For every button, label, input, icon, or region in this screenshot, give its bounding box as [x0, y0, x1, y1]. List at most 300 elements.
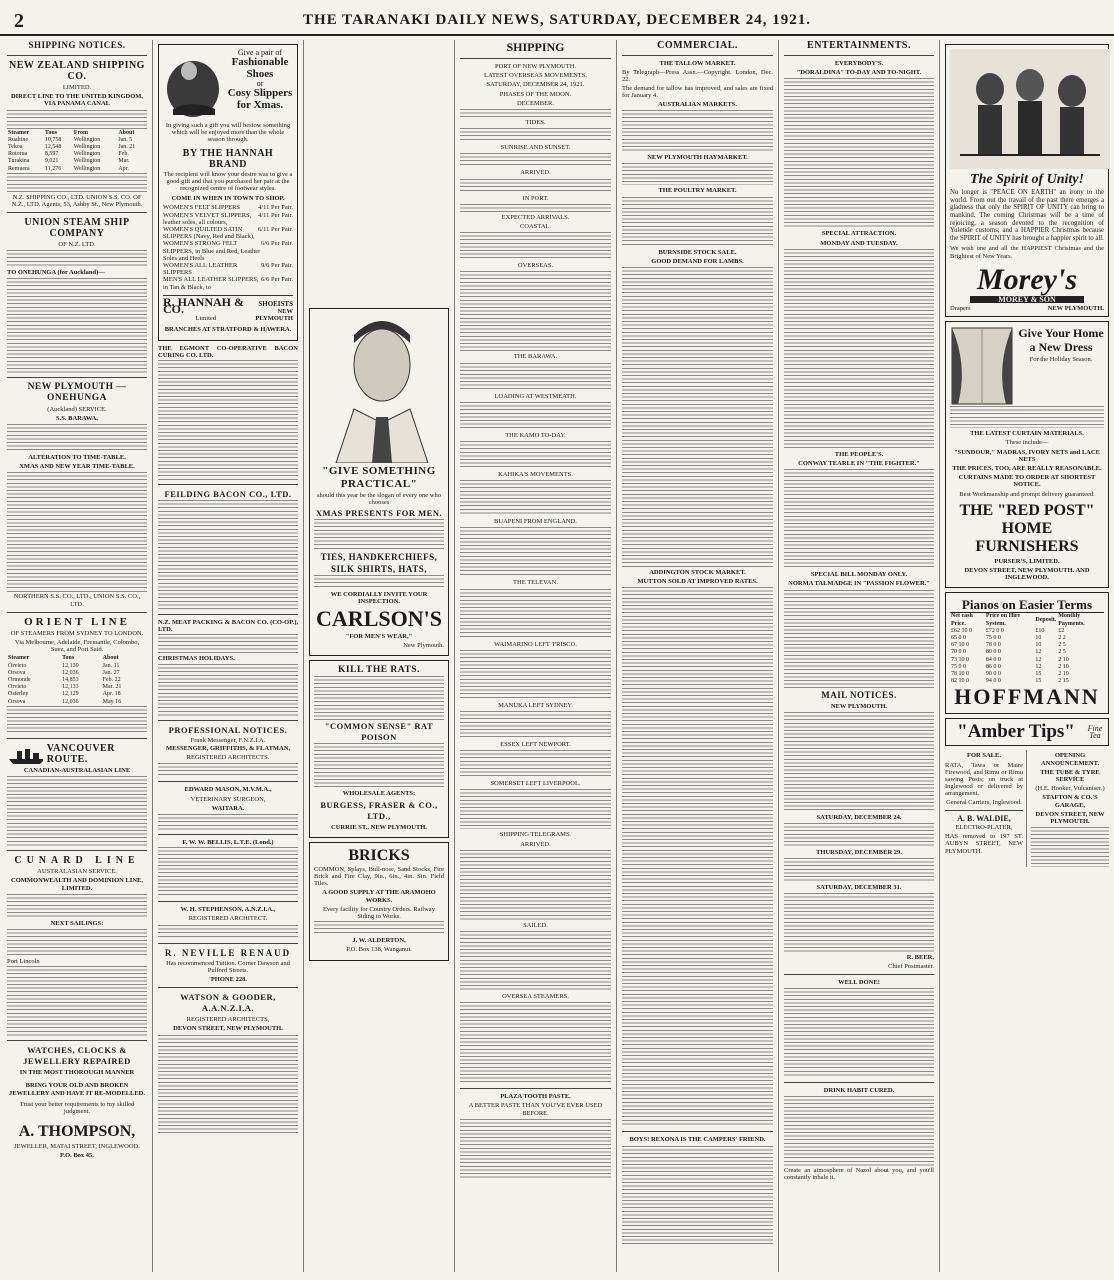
- barawa-heading: THE BARAWA.: [513, 353, 558, 361]
- loading-heading: LOADING AT WESTMEATH.: [494, 392, 577, 400]
- latest-movements: LATEST OVERSEAS MOVEMENTS.: [484, 72, 587, 80]
- mail-notices: MAIL NOTICES.: [821, 689, 897, 700]
- text-block: [460, 527, 611, 577]
- table-row: [950, 649, 1104, 656]
- nz-shipping-heading: NEW ZEALAND SHIPPING CO.: [9, 60, 145, 82]
- table-cell: 2 2: [1058, 635, 1066, 642]
- fww-bellis: F. W. W. BELLIS, L.T.E. (Lond.): [182, 838, 274, 846]
- table-row: [950, 628, 1104, 635]
- table-cell: Ruahine: [8, 136, 28, 143]
- text-block: [460, 589, 611, 639]
- price-value: 9/6 Per Pair.: [261, 262, 293, 270]
- table-cell: Apr. 18: [102, 691, 121, 698]
- table-cell: 90 0 0: [985, 671, 1001, 678]
- text-block: [622, 163, 773, 185]
- table-row: [950, 635, 1104, 642]
- text-block: [460, 441, 611, 469]
- hay-heading: NEW PLYMOUTH HAYMARKET.: [647, 154, 748, 162]
- table-cell: £72 0 0: [985, 627, 1004, 634]
- tube-tyre: THE TUBE & TYRE SERVICE: [1040, 768, 1100, 784]
- commercial-heading: COMMERCIAL.: [657, 40, 738, 51]
- masthead: [0, 0, 1114, 36]
- table-header-cell: Monthly Payments.: [1058, 613, 1085, 627]
- ties-list: TIES, HANDKERCHIEFS, SILK SHIRTS, HATS,: [320, 551, 438, 574]
- union-steam-heading: UNION STEAM SHIP COMPANY: [24, 217, 130, 240]
- give-home-dress: Give Your Home a New Dress: [1018, 326, 1104, 355]
- registered-architects: REGISTERED ARCHITECTS.: [186, 754, 270, 762]
- well-done: WELL DONE!: [838, 978, 880, 986]
- red-post: THE "RED POST": [959, 501, 1095, 519]
- text-block: [460, 179, 611, 193]
- column-entertainments: [781, 40, 937, 1272]
- text-block: [158, 814, 298, 830]
- xmas-presents: XMAS PRESENTS FOR MEN.: [315, 507, 443, 518]
- price-item: WOMEN'S STRONG FELT SLIPPERS, in Blue and Red, Leather Soles and Heels: [163, 240, 261, 262]
- by-telegraph: By Telegraph—Press Assn.—Copyright. London, Dec. 22.: [622, 69, 773, 84]
- lady-with-shoe-illustration: [163, 49, 223, 119]
- tallow-heading: THE TALLOW MARKET.: [659, 60, 736, 67]
- essex-heading: ESSEX LEFT NEWPORT.: [500, 741, 571, 749]
- expected-heading: EXPECTED ARRIVALS.: [501, 213, 570, 221]
- orient-heading: ORIENT LINE: [24, 615, 130, 628]
- burgess-fraser: BURGESS, FRASER & CO., LTD.,: [320, 799, 438, 821]
- table-cell: 14,853: [62, 677, 79, 684]
- removed-text: HAS removed to 197 ST. AUBYN STREET, NEW PLYMOUTH.: [945, 833, 1023, 855]
- moreys-logo: Morey's: [977, 262, 1077, 296]
- text-block: [460, 789, 611, 829]
- vancouver-sub: CANADIAN-AUSTRALASIAN LINE: [23, 766, 131, 774]
- table-header-cell: About: [102, 655, 119, 662]
- somerset-heading: SOMERSET LEFT LIVERPOOL.: [490, 780, 581, 788]
- opening-announcement-ad: [1031, 750, 1109, 867]
- table-cell: 75 0 0: [985, 635, 1001, 642]
- table-header-cell: Tons: [44, 129, 58, 136]
- table-cell: 65 0 0: [951, 635, 966, 642]
- thompson-sub: JEWELLER, MATAI STREET, INGLEWOOD.: [14, 1143, 140, 1151]
- carlson-name: CARLSON'S: [316, 606, 442, 632]
- table-row: [7, 677, 147, 684]
- fashionable-shoes: Fashionable Shoes: [231, 56, 289, 81]
- oversea-steamers-heading: OVERSEA STEAMERS.: [502, 993, 569, 1001]
- text-block: [622, 267, 773, 567]
- giving-text: In giving such a gift you will bestow something which will be enjoyed more than the whole season through.: [165, 122, 291, 144]
- table-cell: Jan. 27: [102, 669, 120, 676]
- text-block: [1031, 827, 1109, 867]
- stephenson: W. H. STEPHENSON, A.N.Z.I.A.,: [180, 906, 276, 914]
- professional-heading: PROFESSIONAL NOTICES.: [168, 724, 288, 735]
- table-cell: 2 5: [1058, 649, 1066, 656]
- edward-mason: EDWARD MASON, M.V.M.A.,: [184, 786, 272, 794]
- table-cell: Ormonde: [8, 677, 31, 684]
- hooker: (H.E. Hooker, Vulcaniser.): [1035, 785, 1105, 793]
- table-row: [7, 699, 147, 706]
- price-value: 6/6 Per Pair.: [261, 240, 293, 248]
- table-cell: 10,758: [44, 136, 62, 143]
- sailed-heading: SAILED.: [523, 921, 548, 929]
- plaza-heading: PLAZA TOOTH PASTE.: [500, 1093, 571, 1101]
- thursday-dec: THURSDAY, DECEMBER 29.: [816, 849, 902, 857]
- text-block: [460, 402, 611, 430]
- devon-street: DEVON STREET, NEW PLYMOUTH. AND INGLEWOOD.: [964, 567, 1090, 582]
- text-block: [460, 363, 611, 391]
- australian-heading: AUSTRALIAN MARKETS.: [657, 101, 738, 109]
- text-block: [7, 250, 147, 268]
- text-block: [158, 634, 298, 654]
- everybodys-heading: EVERYBODY'S.: [834, 60, 884, 67]
- for-xmas: for Xmas.: [236, 99, 284, 112]
- come-in: COME IN WHEN IN TOWN TO SHOP.: [171, 195, 285, 203]
- table-cell: 8,597: [44, 151, 59, 158]
- table-cell: Mar.: [118, 158, 130, 165]
- table-cell: Jan. 21: [118, 144, 136, 151]
- column-commercial: [619, 40, 776, 1272]
- page-number: 2: [14, 10, 24, 32]
- drapers-label: Drapers: [950, 304, 971, 312]
- table-cell: 15: [1035, 678, 1042, 685]
- electro-plater: ELECTRO-PLATER,: [955, 824, 1013, 832]
- table-cell: £10: [1035, 627, 1045, 634]
- plaza-sub: A BETTER PASTE THAN YOU'VE EVER USED BEFORE.: [468, 1102, 603, 1117]
- table-cell: May 16: [102, 698, 122, 705]
- orient-sub: OF STEAMERS FROM SYDNEY TO LONDON.: [10, 629, 144, 637]
- televan-heading: THE TELEVAN.: [513, 579, 558, 587]
- np-onehunga-sub: (Auckland) SERVICE.: [47, 405, 107, 413]
- saturday-dec2: SATURDAY, DECEMBER 31.: [816, 884, 902, 892]
- price-item: WOMEN'S VELVET SLIPPERS, leather soles, all colours,: [163, 211, 252, 226]
- text-block: [784, 858, 934, 882]
- text-block: [784, 590, 934, 690]
- fine-tea: Fine Tea: [1087, 724, 1103, 741]
- text-block: [622, 587, 773, 1127]
- masthead-title: THE TARANAKI DAILY NEWS, SATURDAY, DECEMBER 24, 1921.: [303, 12, 811, 28]
- table-cell: 12,133: [62, 684, 79, 691]
- shipping-notices-heading: SHIPPING NOTICES.: [28, 40, 126, 50]
- text-block: [460, 931, 611, 991]
- price-value: 6/11 Per Pair.: [258, 226, 293, 234]
- table-cell: 94 0 0: [985, 678, 1001, 685]
- table-cell: Turakina: [8, 158, 30, 165]
- hannah-advertisement: [158, 44, 298, 341]
- price-item: WOMEN'S ALL LEATHER SLIPPERS: [163, 262, 238, 277]
- holiday-season: For the Holiday Season.: [1029, 356, 1093, 364]
- pianos-heading: Pianos on Easier Terms: [950, 597, 1104, 613]
- beer-name: R. BEER,: [906, 954, 934, 962]
- hannah-brand: BY THE HANNAH BRAND: [182, 147, 274, 170]
- curtain-window-illustration: [950, 326, 1014, 406]
- table-row: [7, 166, 147, 173]
- wish-text: We wish one and all the HAPPIEST Christmas and the Brightest of New Years.: [950, 245, 1104, 260]
- watson-gooder: WATSON & GOODER, A.A.N.Z.I.A.: [180, 992, 276, 1014]
- union-steam-sub: OF N.Z. LTD.: [58, 241, 96, 249]
- text-block: [7, 278, 147, 373]
- hoffmann-logo: HOFFMANN: [954, 684, 1100, 710]
- text-block: [950, 406, 1104, 428]
- text-block: [784, 78, 934, 228]
- morey-np: NEW PLYMOUTH.: [1047, 304, 1104, 312]
- amber-tips-advertisement: [945, 718, 1109, 746]
- table-cell: Orvieto: [8, 684, 27, 691]
- text-block: [7, 894, 147, 918]
- table-cell: Feb.: [118, 151, 129, 158]
- text-block: [622, 110, 773, 152]
- kill-rats: KILL THE RATS.: [338, 665, 420, 676]
- price-value: 4/11 Per Pair.: [258, 211, 293, 219]
- shoeists: SHOEISTS: [258, 299, 293, 308]
- rat-poison-advertisement: [309, 660, 449, 837]
- next-sailing: NEXT SAILINGS:: [50, 919, 104, 927]
- thompson-box: P.O. Box 45.: [60, 1152, 94, 1160]
- table-cell: Jan. 5: [118, 136, 133, 143]
- thompson-name: A. THOMPSON,: [18, 1123, 136, 1141]
- currie-st: CURRIE ST., NEW PLYMOUTH.: [331, 823, 427, 831]
- commonwealth-heading: COMMONWEALTH AND DOMINION LINE, LIMITED.: [11, 877, 143, 892]
- text-block: [784, 823, 934, 847]
- spirit-text: No longer is "PEACE ON EARTH" an irony to the world. From out the travail of the past there emerges a gladness that only the SPIRIT OF UNITY can bring to mankind. The coming Christmas will be a time of rejoicing, a season devoted to the recognition of Yuletide customs; and a HAPPIER Christmas because the SPIRIT of UNITY has brought a happier spirit to all.: [950, 189, 1104, 242]
- text-block: [460, 850, 611, 920]
- text-block: [622, 197, 773, 247]
- chief-postmaster: Chief Postmaster.: [888, 962, 934, 970]
- text-block: [314, 921, 444, 935]
- price-line: [163, 212, 293, 226]
- table-cell: £2: [1058, 627, 1065, 634]
- table-cell: 2 15: [1058, 678, 1069, 685]
- table-cell: 10: [1035, 635, 1042, 642]
- mail-np: NEW PLYMOUTH.: [830, 702, 888, 710]
- text-block: [7, 706, 147, 734]
- cunard-sub: AUSTRALASIAN SERVICE.: [37, 868, 117, 876]
- price-line: [163, 204, 293, 211]
- table-cell: 12,036: [62, 669, 79, 676]
- xmas-ny-heading: XMAS AND NEW YEAR TIME-TABLE.: [19, 463, 135, 471]
- table-cell: 2 5: [1058, 642, 1066, 649]
- table-cell: Orsova: [8, 698, 26, 705]
- buapeni-heading: BUAPENI FROM ENGLAND.: [494, 518, 577, 526]
- np-onehunga-heading: NEW PLYMOUTH — ONEHUNGA: [27, 381, 127, 403]
- for-sale-ad: [945, 750, 1027, 867]
- table-cell: 75 0 0: [951, 663, 966, 670]
- text-block: [314, 676, 444, 721]
- text-block: [158, 500, 298, 610]
- agents-notice: N.Z. SHIPPING CO., LTD. UNION S.S. CO. OF N.Z., LTD. Agents, 53, Ashby St., New Plymouth.: [11, 193, 143, 209]
- table-cell: 12,130: [62, 662, 79, 669]
- pursers: PURSER'S, LIMITED.: [994, 557, 1060, 565]
- table-cell: Mar. 21: [102, 684, 122, 691]
- mutton-heading: MUTTON SOLD AT IMPROVED RATES.: [637, 578, 758, 586]
- text-block: [158, 847, 298, 897]
- table-row: [7, 663, 147, 670]
- give-pair: Give a pair of: [237, 48, 283, 57]
- text-block: [158, 763, 298, 777]
- column-rule: [939, 40, 940, 1272]
- hoffmann-piano-advertisement: [945, 592, 1109, 714]
- text-block: [460, 650, 611, 700]
- text-block: [784, 893, 934, 953]
- column-rule: [152, 40, 153, 1272]
- should-be: should this year be the slogan of every one who chooses: [316, 492, 441, 507]
- text-block: [158, 664, 298, 716]
- price-item: WOMEN'S QUILTED SATIN SLIPPERS (Navy, Red and Black),: [163, 226, 255, 241]
- waitara: WAITARA.: [211, 804, 245, 812]
- sundour-line: "SUNDOUR," MADRAS, IVORY NETS and LACE NETS: [954, 448, 1100, 463]
- arrived2-heading: ARRIVED.: [520, 840, 551, 848]
- text-block: [460, 271, 611, 351]
- port-lincoln: Port Lincoln: [7, 957, 40, 965]
- table-row: [950, 671, 1104, 678]
- port-np: PORT OF NEW PLYMOUTH.: [494, 63, 577, 70]
- table-header-cell: About: [118, 129, 135, 136]
- neville-renaud: R. NEVILLE RENAUD: [164, 947, 292, 958]
- nazol-text: Create an atmosphere of Nazol about you, and you'll constantly inhale it.: [784, 1167, 934, 1182]
- monday-tuesday: MONDAY AND TUESDAY.: [820, 239, 898, 247]
- hannah-name: R. HANNAH & CO.: [163, 294, 244, 317]
- text-block: [7, 966, 147, 1036]
- direct-line: DIRECT LINE TO THE UNITED KINGDOM, VIA PANAMA CANAL: [10, 93, 144, 108]
- watson-addr: DEVON STREET, NEW PLYMOUTH.: [173, 1025, 283, 1033]
- good-demand-heading: GOOD DEMAND FOR LAMBS.: [651, 257, 744, 265]
- table-cell: Orsova: [8, 669, 26, 676]
- in-port-heading: IN PORT.: [522, 194, 549, 202]
- text-block: [314, 743, 444, 788]
- or-word: or: [256, 79, 264, 89]
- cunard-heading: CUNARD LINE: [14, 855, 140, 867]
- table-cell: 78 10 0: [951, 671, 969, 678]
- table-cell: 12: [1035, 663, 1042, 670]
- table-cell: Remuera: [8, 165, 30, 172]
- table-header-cell: Tons: [62, 655, 75, 662]
- common-sense-poison: "COMMON SENSE" RAT POISON: [324, 721, 434, 743]
- stafton: STAFTON & CO.'S GARAGE,: [1042, 794, 1098, 809]
- saturday-date: SATURDAY, DECEMBER 24, 1921.: [486, 81, 585, 89]
- price-item: WOMEN'S FELT SLIPPERS: [163, 204, 241, 212]
- table-cell: Feb. 22: [102, 677, 121, 684]
- northern-agents: NORTHERN S.S. CO., LTD., UNION S.S. CO., LTD.: [13, 593, 141, 608]
- orient-table: [7, 655, 147, 705]
- table-cell: 12: [1035, 656, 1042, 663]
- spirit-of-unity-heading: The Spirit of Unity!: [970, 172, 1084, 188]
- rata-text: RATA, Tawa or Maire Firewood, and Rimu or Rimu sawing Posts; on truck at Inglewood or delivered by arrangement.: [945, 761, 1023, 798]
- table-cell: 12,548: [44, 144, 62, 151]
- text-block: [7, 776, 147, 846]
- table-row: [7, 151, 147, 158]
- text-block: [784, 988, 934, 1078]
- home-furnishers: HOME FURNISHERS: [975, 519, 1079, 555]
- text-block: [7, 110, 147, 130]
- manuka-heading: MANUKA LEFT SYDNEY.: [498, 701, 573, 709]
- table-cell: 2 10: [1058, 656, 1069, 663]
- table-cell: 12,036: [62, 698, 79, 705]
- carolers-illustration: [950, 49, 1110, 169]
- phases-moon: PHASES OF THE MOON.: [499, 90, 572, 98]
- cosy-slippers: Cosy Slippers: [227, 87, 293, 100]
- table-row: [950, 657, 1104, 664]
- amber-tips: "Amber Tips": [957, 721, 1075, 743]
- table-cell: Osterley: [8, 691, 29, 698]
- drink-habit: DRINK HABIT CURED.: [823, 1087, 895, 1095]
- table-cell: 73 10 0: [951, 656, 969, 663]
- column-rule: [454, 40, 455, 1272]
- cordially-invite: WE CORDIALLY INVITE YOUR INSPECTION.: [330, 590, 428, 605]
- text-block: [158, 1035, 298, 1135]
- poultry-heading: THE POULTRY MARKET.: [658, 187, 737, 195]
- for-sale-heading: FOR SALE.: [967, 752, 1001, 760]
- table-cell: Wellington: [73, 144, 101, 151]
- column-shipping-notices: [4, 40, 150, 1272]
- text-block: [158, 360, 298, 480]
- text-block: [460, 128, 611, 142]
- burnside-heading: BURNSIDE STOCK SALE.: [658, 248, 737, 256]
- table-row: [950, 664, 1104, 671]
- nz-shipping-sub: LIMITED.: [62, 84, 92, 91]
- price-line: [163, 226, 293, 240]
- table-cell: 70 0 0: [951, 649, 966, 656]
- table-cell: 82 10 0: [951, 678, 969, 685]
- telegrams-heading: SHIPPING TELEGRAMS.: [499, 831, 572, 839]
- table-cell: Wellington: [73, 136, 101, 143]
- table-cell: 10: [1035, 642, 1042, 649]
- text-block: [7, 929, 147, 957]
- waimarino-heading: WAIMARINO LEFT 'FRISCO.: [494, 640, 577, 648]
- tides-heading: TIDES.: [525, 119, 546, 127]
- saturday-dec: SATURDAY, DECEMBER 24.: [816, 813, 902, 821]
- table-row: [7, 158, 147, 165]
- price-line: [163, 262, 293, 276]
- special-attraction: SPECIAL ATTRACTION.: [821, 230, 897, 238]
- stafton-addr: DEVON STREET, NEW PLYMOUTH.: [1035, 810, 1105, 826]
- piano-price-table: [950, 613, 1104, 685]
- hannah-np: NEW PLYMOUTH: [255, 308, 293, 323]
- waldie: A. B. WALDIE,: [957, 813, 1011, 823]
- entertainments-heading: ENTERTAINMENTS.: [807, 40, 911, 51]
- kahika-heading: KAHIKA'S MOVEMENTS.: [498, 471, 573, 479]
- bricks-advertisement: [309, 842, 449, 961]
- coastal-heading: COASTAL.: [519, 223, 552, 231]
- watches-heading: WATCHES, CLOCKS & JEWELLERY REPAIRED: [23, 1045, 131, 1067]
- table-cell: 67 10 0: [951, 642, 969, 649]
- give-something-practical: "GIVE SOMETHING PRACTICAL": [322, 465, 436, 491]
- barawa-label: S.S. BARAWA.: [56, 414, 98, 422]
- text-block: [460, 1119, 611, 1179]
- table-row: [950, 642, 1104, 649]
- price-list: [163, 204, 293, 290]
- recipient-text: The recipient will know your desire was to give a good gift and that you purchased her pair at the recognized centre of footwear styles.: [163, 170, 293, 193]
- curtains-made: CURTAINS MADE TO ORDER AT SHORTEST NOTICE.: [958, 474, 1096, 489]
- table-cell: 78 0 0: [985, 642, 1001, 649]
- table-cell: Rotorua: [8, 151, 28, 158]
- table-header-cell: Steamer: [8, 129, 30, 136]
- table-cell: 86 0 0: [985, 663, 1001, 670]
- price-line: [163, 276, 293, 290]
- peoples-heading: THE PEOPLE'S.: [834, 450, 884, 458]
- text-block: [784, 1096, 934, 1166]
- feilding-heading: FEILDING BACON CO., LTD.: [164, 489, 292, 500]
- column-rule: [778, 40, 779, 1272]
- table-header-cell: Steamer: [8, 655, 30, 662]
- special-bill: SPECIAL BILL MONDAY ONLY.: [810, 571, 908, 579]
- column-shipping-news: [457, 40, 614, 1272]
- boys-rexona-heading: BOYS! REXONA IS THE CAMPERS' FRIEND.: [629, 1136, 766, 1144]
- table-row: [7, 144, 147, 151]
- neville-sub: Has recommenced Tuition. Corner Dawson and Pulford Streets.: [166, 959, 290, 974]
- kamo-heading: THE KAMO TO-DAY.: [505, 431, 566, 439]
- watson-sub: REGISTERED ARCHITECTS,: [186, 1016, 270, 1024]
- table-header-cell: Price on Hire System.: [985, 613, 1021, 627]
- table-row: [7, 684, 147, 691]
- text-block: [7, 424, 147, 452]
- table-cell: 12: [1035, 649, 1042, 656]
- addington-heading: ADDINGTON STOCK MARKET.: [649, 569, 746, 577]
- table-cell: Wellington: [73, 165, 101, 172]
- table-cell: Jan. 11: [102, 662, 120, 669]
